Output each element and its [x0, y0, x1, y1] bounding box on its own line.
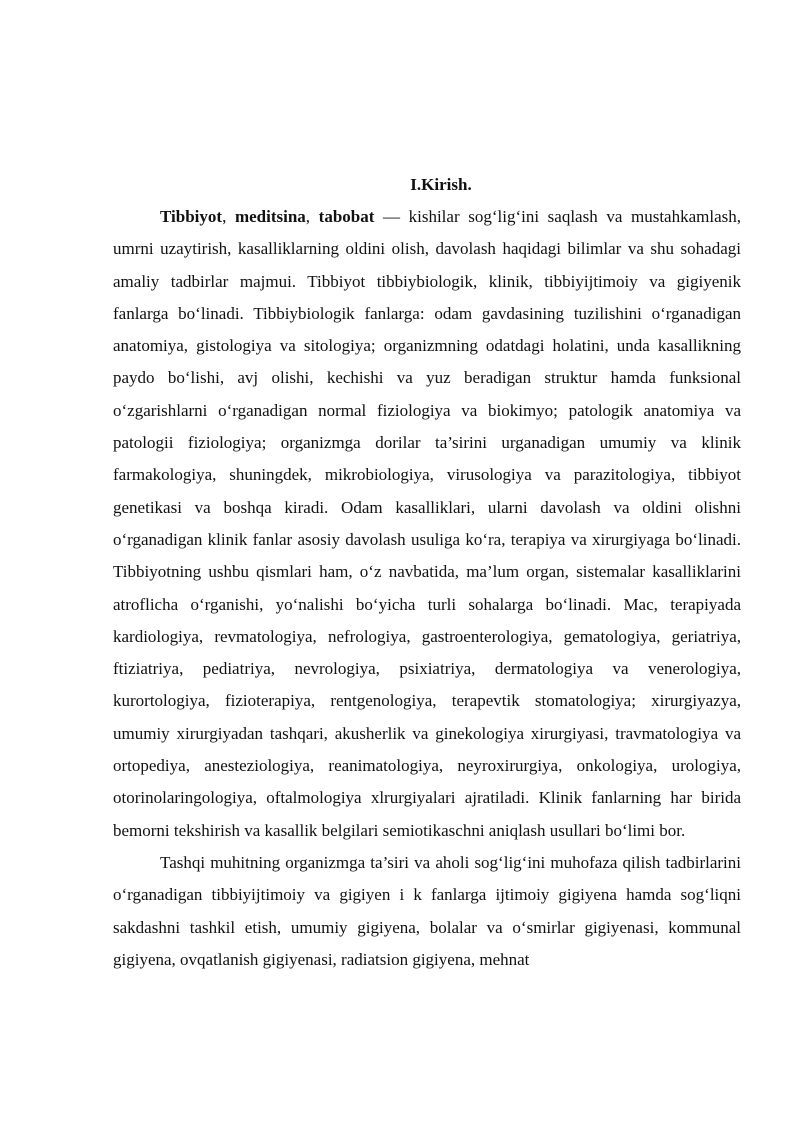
term-separator: , — [222, 207, 235, 226]
term-separator: , — [305, 207, 319, 226]
paragraph-hygiene: Tashqi muhitning organizmga ta’siri va aholi sog‘lig‘ini muhofaza qilish tadbirlarini o‘rganadigan tibbiyijtimoiy va gigiyen i k fanlarga ijtimoiy gigiyena hamda sog‘liqni sakdashni tashkil etish, umumiy gigiyena, bolalar va o‘smirlar gigiyenasi, kommunal gigiyena, ovqatlanish gigiyenasi, radiatsion gigiyena, mehnat — [113, 852, 741, 969]
term-tibbiyot: Tibbiyot — [160, 207, 223, 226]
paragraph-intro — [113, 201, 741, 847]
term-meditsina: meditsina — [234, 207, 306, 226]
section-heading: I.Kirish. — [410, 175, 472, 194]
paragraph-intro-body: — kishilar sog‘lig‘ini saqlash va mustahkamlash, umrni uzaytirish, kasalliklarning oldini olish, davolash haqidagi bilimlar va shu sohadagi amaliy tadbirlar majmui. Tibbiyot tibbiybiologik, klinik, tibbiyijtimoiy va gigiyenik fanlarga bo‘linadi. Tibbiybiologik fanlarga: odam gavdasining tuzilishini o‘rganadigan anatomiya, gistologiya va sitologiya; organizmning odatdagi holatini, unda kasallikning paydo bo‘lishi, avj olishi, kechishi va yuz beradigan struktur hamda funksional o‘zgarishlarni o‘rganadigan normal fiziologiya va biokimyo; patologik anatomiya va patologii fiziologiya; organizmga dorilar ta’sirini urganadigan umumiy va klinik farmakologiya, shuningdek, mikrobiologiya, virusologiya va parazitologiya, tibbiyot genetikasi va boshqa kiradi. Odam kasalliklari, ularni davolash va oldini olishni o‘rganadigan klinik fanlar asosiy davolash usuliga ko‘ra, terapiya va xirurgiyaga bo‘linadi. Tibbiyotning ushbu qismlari ham, o‘z navbatida, ma’lum organ, sistemalar kasalliklarini atroflicha o‘rganishi, yo‘nalishi bo‘yicha turli sohalarga bo‘linadi. Mac, terapiyada kardiologiya, revmatologiya, nefrologiya, gastroenterologiya, gematologiya, geriatriya, ftiziatriya, pediatriya, nevrologiya, psixiatriya, dermatologiya va venerologiya, kurortologiya, fizioterapiya, rentgenologiya, terapevtik stomatologiya; xirurgiyazya, umumiy xirurgiyadan tashqari, akusherlik va ginekologiya xirurgiyasi, travmatologiya va ortopediya, anesteziologiya, reanimatologiya, neyroxirurgiya, onkologiya, urologiya, otorinolaringologiya, oftalmologiya xlrurgiyalari ajratiladi. Klinik fanlarning har birida bemorni tekshirish va kasallik belgilari semiotikaschni aniqlash usullari bo‘limi bor. — [113, 207, 742, 840]
document-page — [113, 168, 741, 976]
term-tabobat: tabobat — [318, 207, 375, 226]
